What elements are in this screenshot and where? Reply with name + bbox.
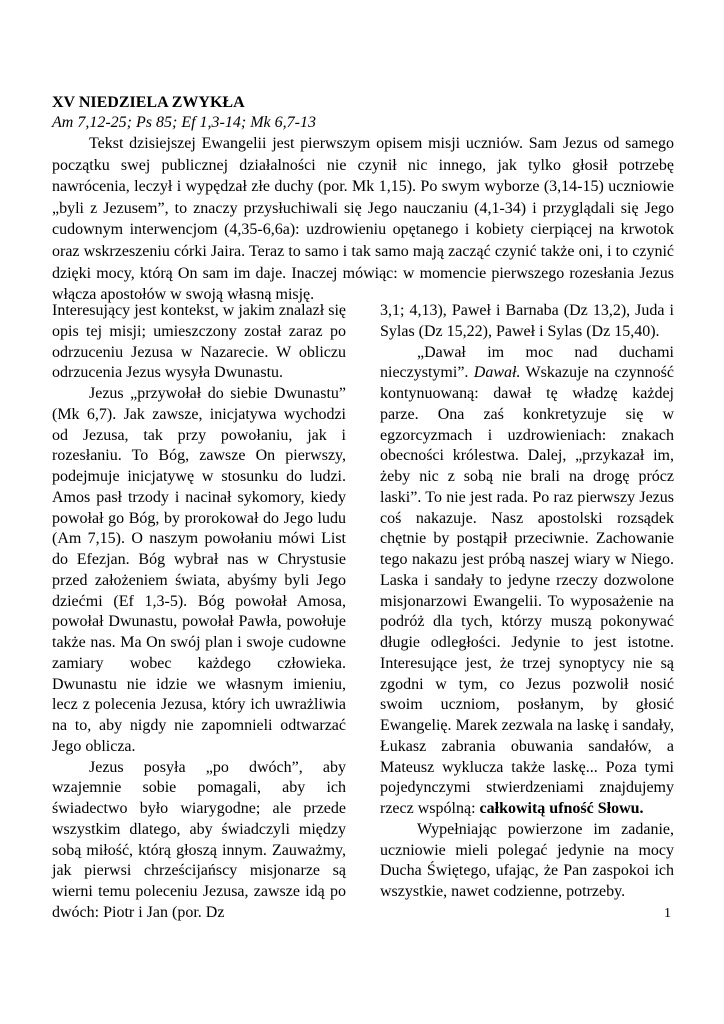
page-title: XV NIEDZIELA ZWYKŁA (52, 94, 245, 111)
right-column (380, 301, 674, 903)
right-paragraph-3: Wypełniając powierzone im zadanie, uczniowie mieli polegać jedynie na mocy Ducha Świętego, ufając, że Pan zaspokoi ich wszystkie, nawet codzienne, potrzeby. (380, 820, 674, 900)
left-paragraph-2: Jezus „przywołał do siebie Dwunastu” (Mk 6,7). Jak zawsze, inicjatywa wychodzi od Jezusa, tak przy powołaniu, jak i rozesłaniu. To Bóg, zawsze On pierwszy, podejmuje inicjatywę w stosunku do ludzi. Amos pasł trzody i nacinał sykomory, kiedy powołał go Bóg, by prorokował do Jego ludu (Am 7,15). O naszym powołaniu mówi List do Efezjan. Bóg wybrał nas w Chrystusie przed założeniem świata, abyśmy byli Jego dziećmi (Ef 1,3-5). Bóg powołał Amosa, powołał Dwunastu, powołał Pawła, powołuje także nas. Ma On swój plan i swoje cudowne zamiary wobec każdego człowieka. Dwunastu nie idzie we własnym imieniu, lecz z polecenia Jezusa, który ich uwrażliwia na to, aby nigdy nie zapomnieli odtwarzać Jego oblicza. (52, 385, 346, 755)
right-paragraph-2-italic: Dawał. (473, 364, 521, 382)
right-paragraph-2-bold: całkowitą ufność Słowu. (479, 800, 644, 817)
right-paragraph-1: 3,1; 4,13), Paweł i Barnaba (Dz 13,2), Juda i Sylas (Dz 15,22), Paweł i Sylas (Dz 15,40). (380, 302, 674, 340)
right-paragraph-2-rest: Wskazuje na czynność kontynuowaną: dawał tę władzę każdej parze. Ona zaś konkretyzuje się w egzorcyzmach i uzdrowieniach: znakach obecności królestwa. Dalej, „przykazał im, żeby nic z sobą nie brali na drogę prócz laski”. To nie jest rada. Po raz pierwszy Jezus coś nakazuje. Nasz apostolski rozsądek chętnie by postąpił przeciwnie. Zachowanie tego nakazu jest próbą naszej wiary w Niego. Laska i sandały to jedyne rzeczy dozwolone misjonarzowi Ewangelii. To wyposażenie na podróż dla tych, którzy muszą pokonywać długie odległości. Jedynie to jest istotne. Interesujące jest, że trzej synoptycy nie są zgodni w tym, co Jezus pozwolił nosić swoim uczniom, posłanym, by głosić Ewangelię. Marek zezwala na laskę i sandały, Łukasz zabrania obuwania sandałów, a Mateusz wyklucza także laskę... Poza tymi pojedynczymi stwierdzeniami znajdujemy rzecz wspólną: (380, 364, 675, 817)
left-paragraph-1: Interesujący jest kontekst, w jakim znalazł się opis tej misji; umieszczony został zaraz po odrzuceniu Jezusa w Nazarecie. W obliczu odrzucenia Jezus wysyła Dwunastu. (52, 302, 346, 382)
right-paragraph-2 (380, 343, 674, 820)
page-number: 1 (664, 906, 671, 921)
intro-paragraph: Tekst dzisiejszej Ewangelii jest pierwszym opisem misji uczniów. Sam Jezus od samego początku swej publicznej działalności nie czynił nic innego, jak tylko głosił potrzebę nawrócenia, leczył i wypędzał złe duchy (por. Mk 1,15). Po swym wyborze (3,14-15) uczniowie „byli z Jezusem”, to znaczy przysłuchiwali się Jego nauczaniu (4,1-34) i przyglądali się Jego cudownym interwencjom (4,35-6,6a): uzdrowieniu opętanego i kobiety cierpiącej na krwotok oraz wskrzeszeniu córki Jaira. Teraz to samo i tak samo mają zacząć czynić także oni, i to czynić dzięki mocy, którą On sam im daje. Inaczej mówiąc: w momencie pierwszego rozesłania Jezus włącza apostołów w swoją własną misję. (52, 135, 674, 304)
left-column (52, 301, 346, 924)
scripture-readings: Am 7,12-25; Ps 85; Ef 1,3-14; Mk 6,7-13 (52, 114, 316, 131)
left-paragraph-3: Jezus posyła „po dwóch”, aby wzajemnie sobie pomagali, aby ich świadectwo było wiarygodne; ale przede wszystkim dlatego, aby świadczyli między sobą miłość, którą głoszą innym. Zauważmy, jak pierwsi chrześcijańscy misjonarze są wierni temu poleceniu Jezusa, zawsze idą po dwóch: Piotr i Jan (por. Dz (52, 758, 346, 921)
right-paragraph-2-start: „Dawał im moc nad duchami nieczystymi”. (380, 343, 674, 382)
